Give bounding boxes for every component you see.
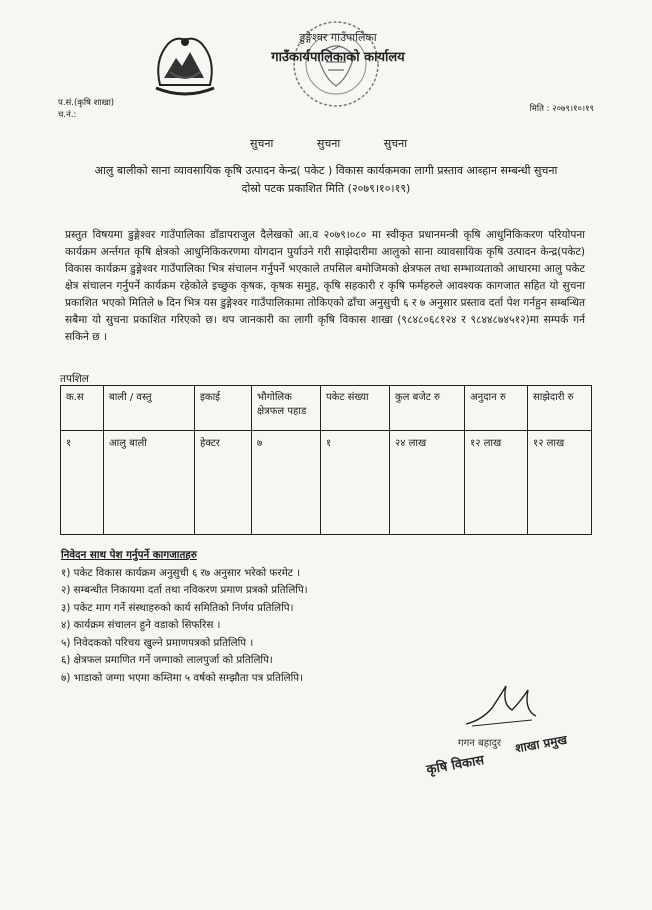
- list-item: ३) पकेट माग गर्ने संस्थाहरुको कार्य समितिको निर्णय प्रतिलिपि।: [61, 601, 294, 614]
- handwritten-signature: [462, 680, 542, 730]
- office-title: गाउँकार्यपालिकाको कार्यालय: [271, 50, 405, 65]
- table-header-cell: कुल बजेट रु: [390, 386, 465, 431]
- table-header-cell: बाली / वस्तु: [104, 386, 195, 431]
- table-cell: आलु बाली: [104, 431, 195, 535]
- list-item: ५) निवेदकको परिचय खुल्ने प्रमाणपत्रको प्रतिलिपि ।: [61, 636, 254, 649]
- office-header: [238, 30, 438, 65]
- table-header-cell: भौगोलिक क्षेत्रफल पहाड: [252, 386, 321, 431]
- reference-block: [58, 97, 114, 121]
- reference-number: प.सं.(कृषि शाखा): [58, 98, 115, 108]
- table-row: [61, 431, 592, 535]
- table-cell: १२ लाख: [528, 431, 592, 535]
- signatory-name: गगन बहादुर: [458, 738, 501, 749]
- list-item: ४) कार्यक्रम संचालन हुने वडाको सिफरिस ।: [61, 619, 221, 631]
- notice-body: प्रस्तुत विषयमा डुङ्गेश्वर गाउँपालिका डाँडापराजुल दैलेखको आ.व २०७९।०८० मा स्वीकृत प्रधानमन्त्री कृषि आधुनिकिकरण परियोपना कार्यक्रम अर्न्तगत कृषि क्षेत्रको आधुनिकिकरणमा योगदान पुर्याउने गरी साझेदारीमा आलुको साना व्यावसायिक कृषि उत्पादन केन्द्र(पकेट) विकास कार्यक्रम डुङ्गेश्वर गाउँपालिका भित्र संचालन गर्नुपर्ने भएकाले तपसिल बमोजिमको क्षेत्रफल तथा सम्भाव्यताको आधारमा आलु पकेट क्षेत्र संचालन गर्नुपर्ने कार्यक्रम रहेकोले इच्छुक कृषक, कृषक समुह, कृषि सहकारी र कृषि फर्महरुले आवश्यक कागजात सहित यो सुचना प्रकाशित भएको मितिले ७ दिन भित्र यस डुङ्गेश्वर गाउँपालिकामा तोकिएको ढाँचा अनुसुची ६ र ७ अनुसार प्रस्ताव दर्ता पेश गर्नहुन सम्बन्धित सबैमा यो सुचना प्रकाशित गरिएको छ। थप जानकारी का लागी कृषि विकास शाखा (९८४८०६८१२४ र ९८४४८७४५१२)मा सम्पर्क गर्न सकिने छ ।: [65, 229, 585, 343]
- signatory-stamp: कृषि विकास: [425, 753, 486, 778]
- table-cell: २४ लाख: [390, 431, 465, 535]
- republish-date-line: दोस्रो पटक प्रकाशित मिति (२०७९।१०।१९): [241, 182, 411, 195]
- notice-word: सुचना: [316, 137, 341, 150]
- document-date: मिति : २०७९।१०।१९: [529, 104, 594, 114]
- notice-word: सुचना: [250, 137, 274, 150]
- list-item: ६) क्षेत्रफल प्रमाणित गर्ने जग्गाको लालपुर्जा को प्रतिलिपि।: [61, 654, 273, 666]
- subject-line: आलु बालीको साना व्यावसायिक कृषि उत्पादन केन्द्र( पकेट ) विकास कार्यकमका लागी प्रस्ताव आब्हान सम्बन्धी सुचना: [94, 164, 558, 177]
- signatory-title-stamp: शाखा प्रमुख: [514, 732, 569, 756]
- table-cell: ७: [252, 431, 321, 535]
- municipality-name: डुङ्गेश्वर गाउँपालिका: [299, 31, 377, 44]
- table-header-cell: क.स: [61, 386, 104, 431]
- table-header-cell: साझेदारी रु: [528, 386, 592, 431]
- dispatch-number: च.नं.:: [58, 110, 77, 120]
- table-header-cell: पकेट संख्या: [321, 386, 390, 431]
- table-cell: १: [61, 431, 104, 535]
- table-cell: १२ लाख: [465, 431, 528, 535]
- table-header-cell: अनुदान रु: [465, 386, 528, 431]
- table-header-row: [61, 386, 592, 431]
- table-cell: १: [321, 431, 390, 535]
- documents-title: निवेदन साथ पेश गर्नुपर्ने कागजातहरु: [61, 549, 197, 561]
- table-caption: तपशिल: [60, 373, 89, 385]
- notice-word: सुचना: [383, 137, 408, 150]
- required-documents: [61, 547, 308, 687]
- list-item: ७) भाडाको जग्गा भएमा कम्तिमा ५ वर्षको सम्झौता पत्र प्रतिलिपि।: [61, 671, 304, 684]
- table-header-cell: इकाई: [195, 386, 252, 431]
- details-table: [60, 385, 592, 535]
- table-cell: हेक्टर: [195, 431, 252, 535]
- list-item: १) पकेट विकास कार्यक्रम अनुसुची ६ र७ अनुसार भरेको फरमेट ।: [61, 566, 301, 579]
- notice-heading: [250, 136, 447, 151]
- list-item: २) सम्बन्धीत निकायमा दर्ता तथा नविकरण प्रमाण प्रत्रको प्रतिलिपि।: [61, 584, 308, 596]
- nepal-emblem-icon: [146, 30, 224, 100]
